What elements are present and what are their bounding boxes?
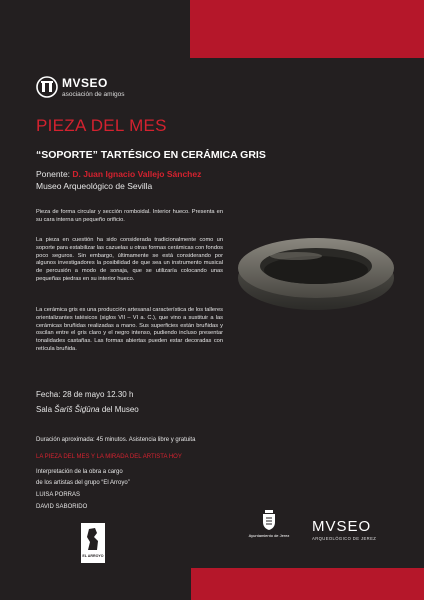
ponente-line: [36, 169, 201, 179]
bottom-red-bar: [191, 568, 424, 600]
description-paragraph-3: La cerámica gris es una producción artesanal característica de los talleres orientalizantes tatésicos (siglos VII – VI a. C.), que vino a sustituir a las cerámicas bruñidas realizadas a mano. Sus superficies están bruñidas y oscilan entre el gris claro y el negro intenso, pudiendo incluso presentar tonalidades castañas. Las formas abiertas pueden estar decoradas con retícula bruñida.: [36, 307, 223, 352]
room-name: Šarīš Šiḏūna: [54, 405, 100, 414]
el-arroyo-logo: [81, 523, 105, 563]
duration-info: Duración aproximada: 45 minutos. Asistencia libre y gratuita: [36, 437, 196, 443]
description-paragraph-1: Pieza de forma circular y sección romboidal. Interior hueco. Presenta en su cara interna un pequeño orificio.: [36, 209, 223, 223]
museo-subtitle: ARQUEOLÓGICO DE JEREZ: [312, 536, 377, 541]
piece-subtitle: “SOPORTE” TARTÉSICO EN CERÁMICA GRIS: [36, 149, 266, 161]
artist-section-heading: LA PIEZA DEL MES Y LA MIRADA DEL ARTISTA HOY: [36, 454, 182, 460]
museo-wordmark: MVSEO: [312, 518, 372, 535]
logo-wordmark: MVSEO: [62, 76, 108, 90]
interpretation-line-2: de los artistas del grupo “El Arroyo”: [36, 480, 130, 486]
top-red-bar: [190, 0, 424, 58]
description-paragraph-2: La pieza en cuestión ha sido considerada tradicionalmente como un soporte para estabilizar las cazuelas u otras formas cerámicas con fondos poco seguros. Sin embargo, últimamente se está considerando por algunos investigadores la posibilidad de que sea un instrumento musical de percusión a modo de sonaja, que se utilizaría colocando unas pequeñas piedras en su interior hueco.: [36, 237, 223, 282]
artist-name-1: LUISA PORRAS: [36, 492, 81, 498]
room-prefix: Sala: [36, 405, 55, 414]
jerez-crest-icon: [262, 510, 276, 530]
event-room: [36, 405, 139, 414]
ayuntamiento-logo: [245, 510, 293, 538]
el-arroyo-label: EL ARROYO: [82, 554, 104, 558]
ponente-institution: Museo Arqueológico de Sevilla: [36, 181, 153, 191]
room-suffix: del Museo: [99, 405, 139, 414]
event-date: Fecha: 28 de mayo 12.30 h: [36, 390, 134, 399]
interpretation-line-1: Interpretación de la obra a cargo: [36, 469, 123, 475]
ponente-name: D. Juan Ignacio Vallejo Sánchez: [72, 169, 202, 179]
museo-arqueologico-logo: [312, 518, 376, 541]
ceramic-ring-image: [236, 226, 396, 316]
museum-logo-icon: [36, 76, 58, 98]
ayuntamiento-label: Ayuntamiento de Jerez: [248, 533, 290, 538]
el-arroyo-figure-icon: [85, 527, 101, 551]
ponente-prefix: Ponente:: [36, 169, 73, 179]
page-title: PIEZA DEL MES: [36, 116, 167, 135]
artist-name-2: DAVID SABORIDO: [36, 504, 88, 510]
logo-subtitle: asociación de amigos: [62, 91, 125, 98]
